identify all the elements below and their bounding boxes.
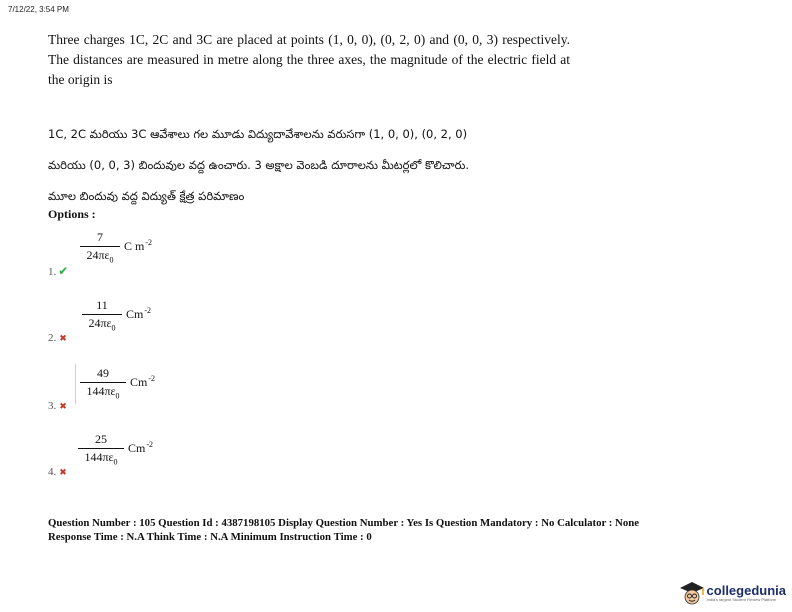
metadata-line: Question Number : 105 Question Id : 4387198105 Display Question Number : Yes Is Question Mandatory : No Calculator : None [48, 517, 640, 529]
option-number: 2. ✖ [48, 332, 67, 344]
option-unit: $Cm^{-2}$ [130, 374, 156, 389]
brand-logo [677, 580, 786, 606]
brand-tagline: India's largest Student Review Platform [706, 596, 777, 602]
metadata-line: Response Time : N.A Think Time : N.A Minimum Instruction Time : 0 [48, 531, 372, 543]
option-numerator: 11 [96, 298, 108, 312]
option-numerator: 25 [95, 432, 107, 446]
option-unit: C $m^{-2}$ [124, 238, 153, 253]
brand-name: collegedunia [706, 582, 786, 598]
telugu-line: మరియు (0, 0, 3) బిందువుల వద్ద ఉంచారు. 3 అక్షాల వెంబడి దూరాలను మీటర్లలో కొలిచారు. [48, 158, 470, 172]
option-number: 4. ✖ [48, 466, 67, 478]
fraction-bar [78, 448, 124, 449]
question-text-english: Three charges 1C, 2C and 3C are placed at points (1, 0, 0), (0, 2, 0) and (0, 0, 3) respectively. The distances are measured in metre along the three axes, the magnitude of the electric field at the origin is [48, 32, 570, 87]
check-icon: ✔ [58, 264, 69, 278]
option-numerator: 7 [97, 230, 103, 244]
telugu-line: 1C, 2C మరియు 3C ఆవేశాలు గల మూడు విద్యుదావేశాలను వరుసగా (1, 0, 0), (0, 2, 0) [48, 127, 468, 141]
option-number: 1. ✔ [48, 264, 69, 278]
print-timestamp: 7/12/22, 3:54 PM [8, 5, 69, 14]
margin-rule [75, 364, 76, 404]
question-metadata [48, 516, 639, 544]
fraction-bar [82, 314, 122, 315]
cross-icon: ✖ [59, 468, 67, 478]
options-label: Options : [48, 207, 96, 221]
telugu-line: మూల బిందువు వద్ద విద్యుత్ క్షేత్ర పరిమాణం [48, 189, 245, 203]
student-mascot-icon [677, 580, 707, 606]
option-numerator: 49 [97, 366, 109, 380]
fraction-bar [80, 382, 126, 383]
option-number: 3. ✖ [48, 400, 67, 412]
option-unit: $Cm^{-2}$ [128, 440, 154, 455]
option-fraction [78, 432, 124, 468]
cross-icon: ✖ [59, 334, 67, 344]
option-fraction [80, 366, 126, 402]
option-fraction [80, 230, 120, 266]
option-denominator: $144\pi\varepsilon_0$ [86, 384, 120, 401]
question-text-telugu [48, 119, 608, 212]
fraction-bar [80, 246, 120, 247]
option-denominator: $24\pi\varepsilon_0$ [86, 248, 114, 265]
option-fraction [82, 298, 122, 334]
option-denominator: $24\pi\varepsilon_0$ [88, 316, 116, 333]
option-unit: $Cm^{-2}$ [126, 306, 152, 321]
cross-icon: ✖ [59, 402, 67, 412]
option-denominator: $144\pi\varepsilon_0$ [84, 450, 118, 467]
